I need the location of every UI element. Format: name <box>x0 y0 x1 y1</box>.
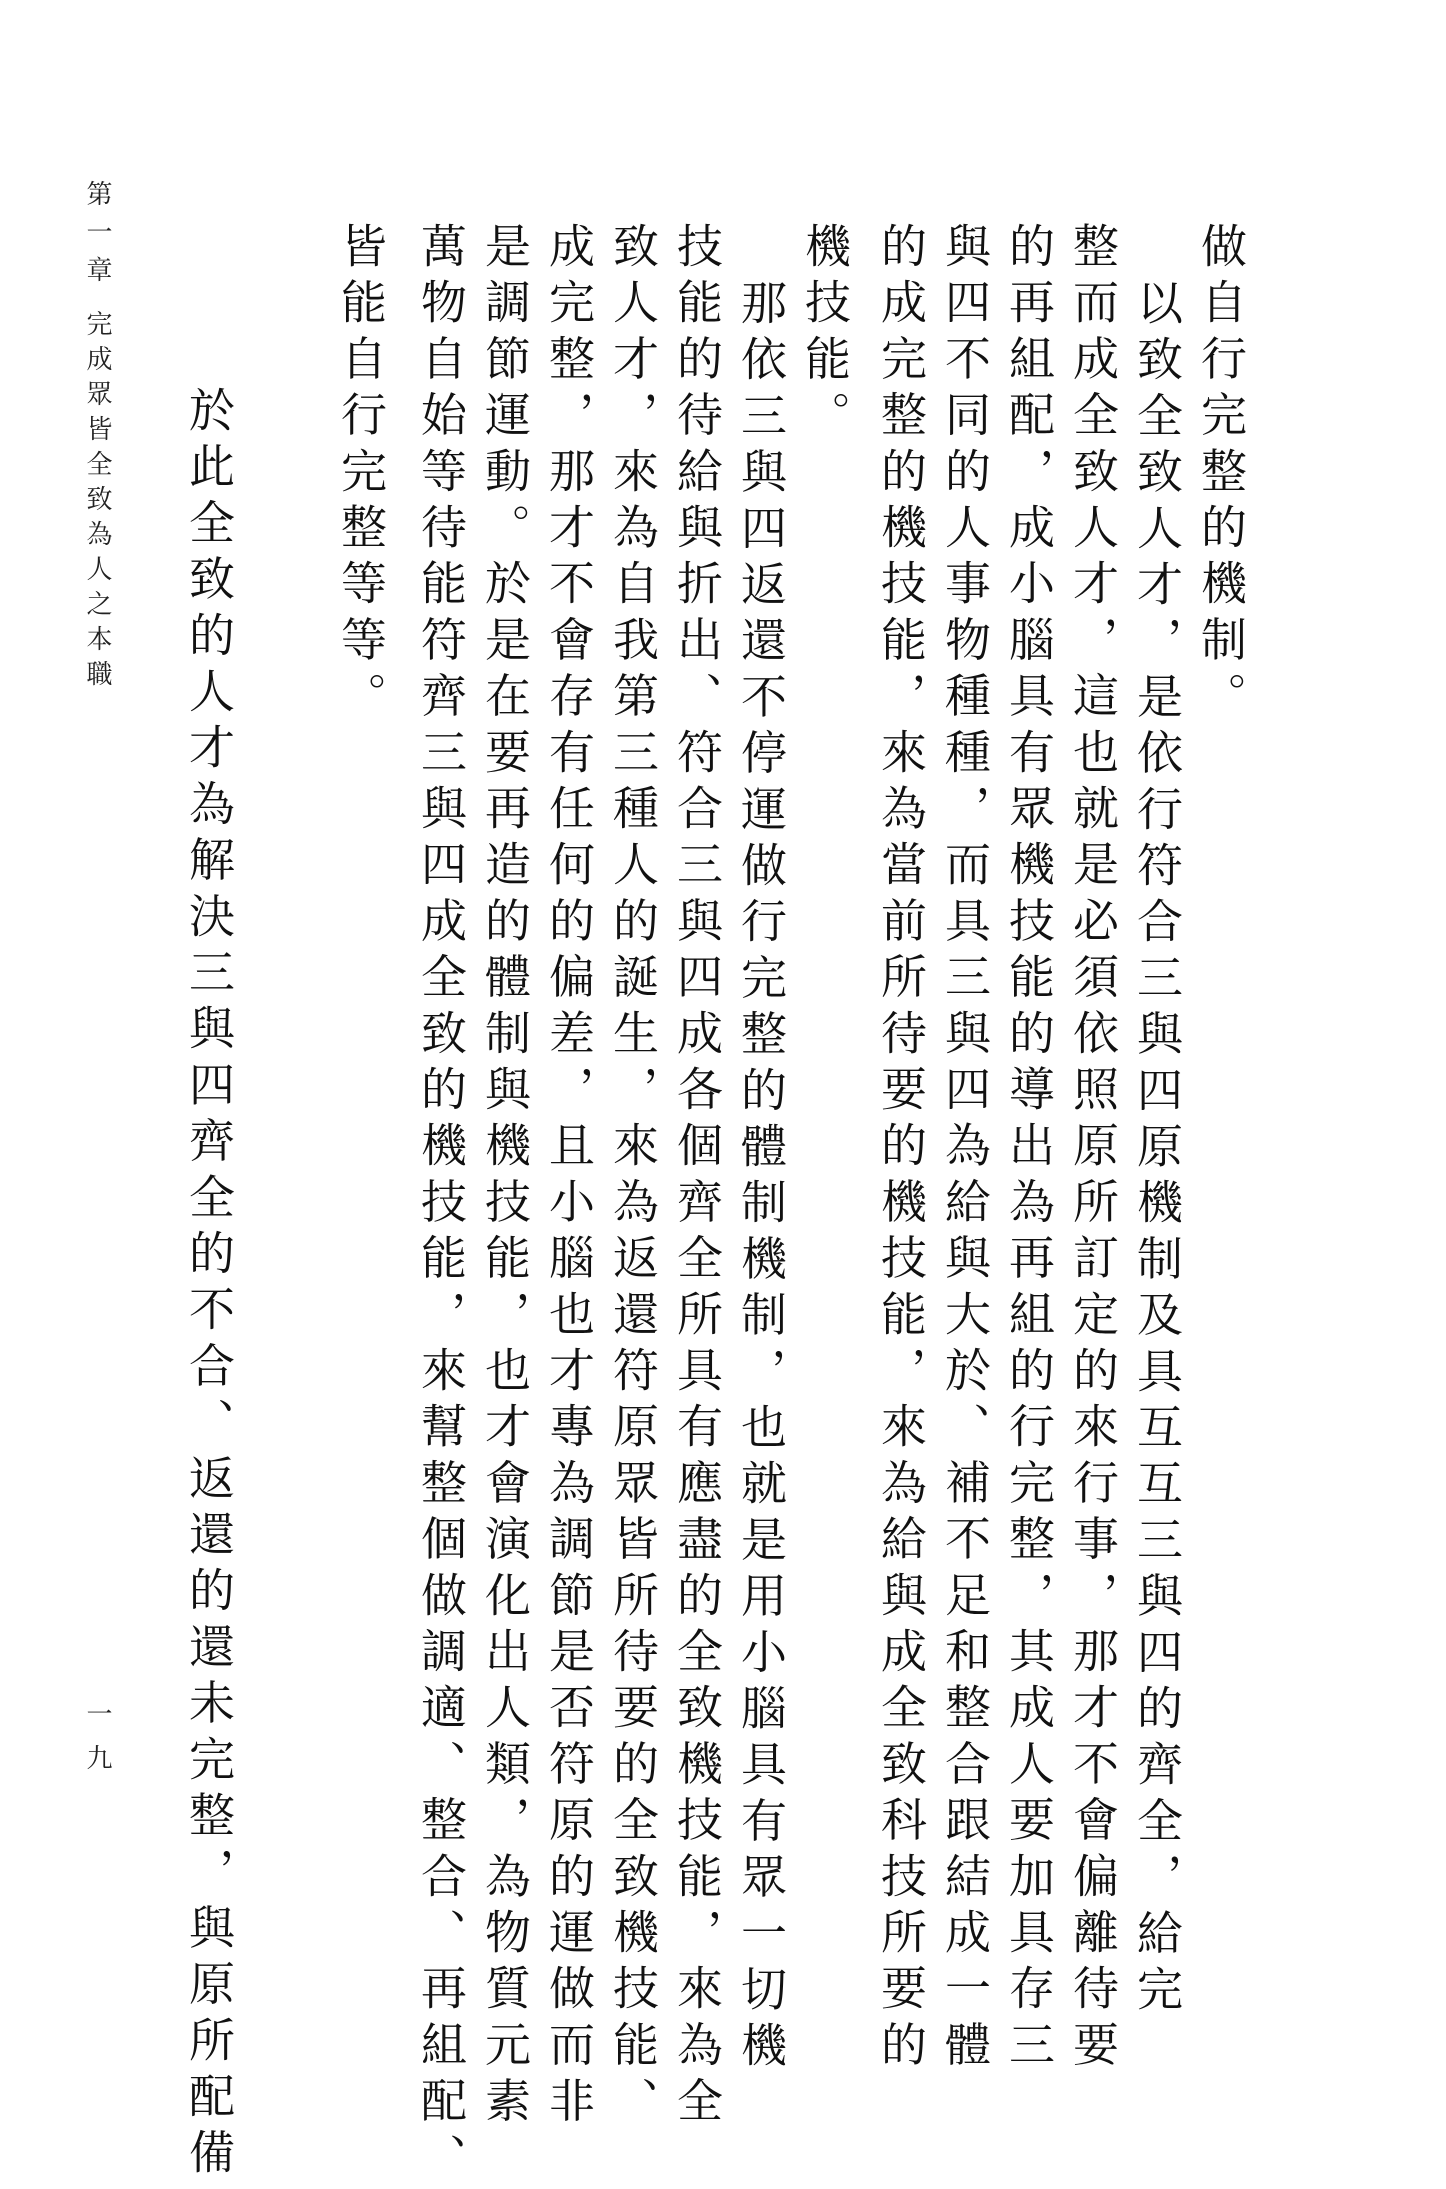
text-column: 皆能自行完整等等。 <box>334 222 388 728</box>
text-column: 與四不同的人事物種種，而具三與四為給與大於、補不足和整合跟結成一體 <box>938 222 992 2077</box>
text-column: 整而成全致人才，這也就是必須依照原所訂定的來行事，那才不會偏離待要 <box>1066 222 1120 2077</box>
text-column: 的再組配，成小腦具有眾機技能的導出為再組的行完整，其成人要加具存三 <box>1002 222 1056 2077</box>
text-column: 機技能。 <box>798 222 852 447</box>
text-column: 的成完整的機技能，來為當前所待要的機技能，來為給與成全致科技所要的 <box>874 222 928 2077</box>
page-number: 一九 <box>82 1700 112 1788</box>
chapter-title: 完成眾皆全致為人之本職 <box>82 310 112 695</box>
text-column: 技能的待給與折出、符合三與四成各個齊全所具有應盡的全致機技能，來為全 <box>670 222 724 2133</box>
text-column: 致人才，來為自我第三種人的誕生，來為返還符原眾皆所待要的全致機技能、 <box>606 222 660 2133</box>
text-column: 成完整，那才不會存有任何的偏差，且小腦也才專為調節是否符原的運做而非 <box>542 222 596 2133</box>
text-column: 那依三與四返還不停運做行完整的體制機制，也就是用小腦具有眾一切機 <box>734 279 788 2078</box>
chapter-label: 第一章 <box>82 180 112 294</box>
text-column: 以致全致人才，是依行符合三與四原機制及具互互三與四的齊全，給完 <box>1130 279 1184 2022</box>
text-column: 是調節運動。於是在要再造的體制與機技能，也才會演化出人類，為物質元素 <box>478 222 532 2133</box>
text-column: 萬物自始等待能符齊三與四成全致的機技能，來幫整個做調適、整合、再組配、 <box>414 222 468 2189</box>
text-column: 於此全致的人才為解決三與四齊全的不合、返還的還未完整，與原所配備 <box>182 386 236 2185</box>
text-column: 做自行完整的機制。 <box>1194 222 1248 728</box>
